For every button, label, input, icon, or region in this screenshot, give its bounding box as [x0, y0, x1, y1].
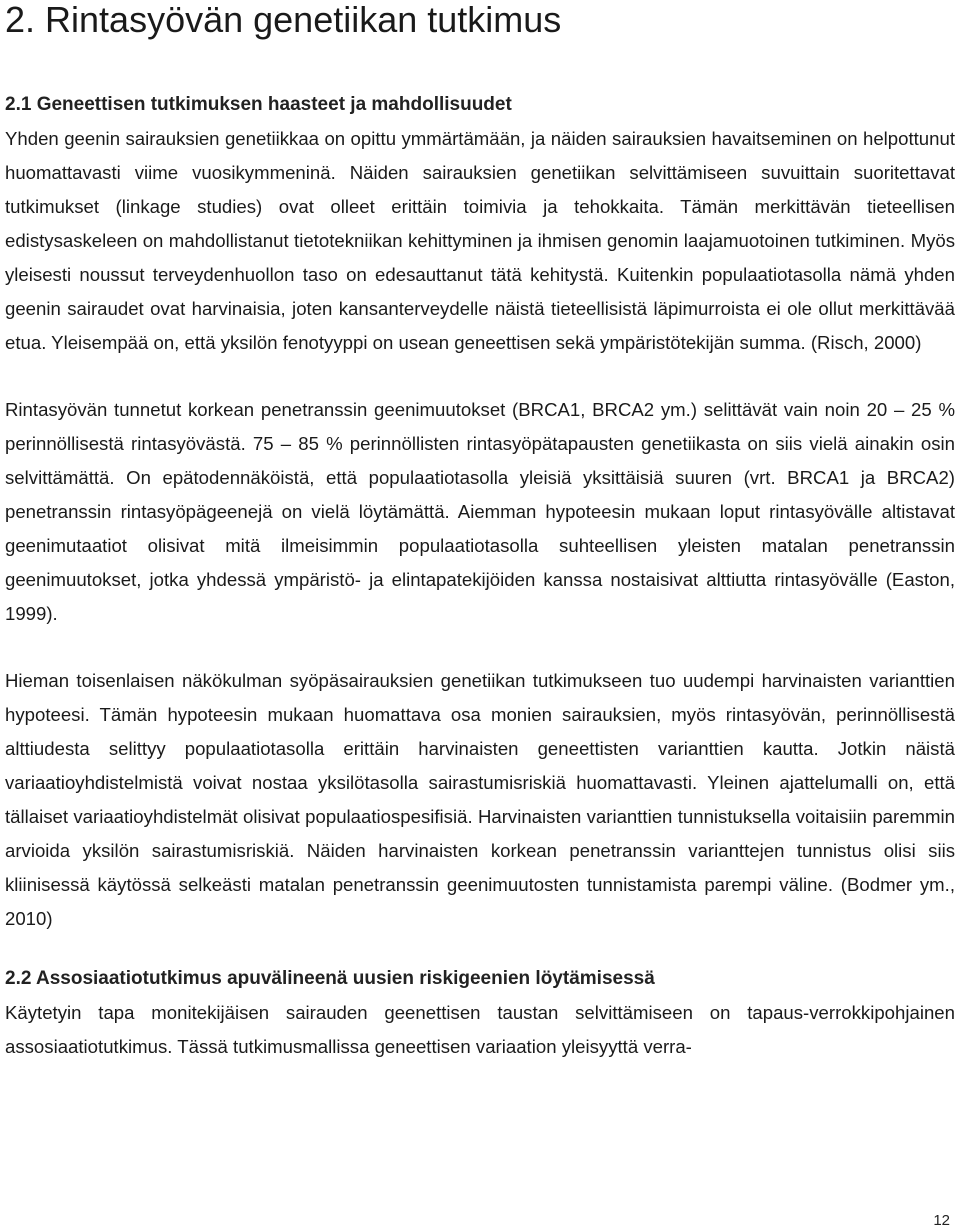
- page-number: 12: [933, 1212, 950, 1229]
- section-heading-2-2: 2.2 Assosiaatiotutkimus apuvälineenä uusien riskigeenien löytämisessä: [5, 968, 655, 989]
- paragraph-rare-variants: Hieman toisenlaisen näkökulman syöpäsairauksien genetiikan tutkimukseen tuo uudempi harvinaisten varianttien hypoteesi. Tämän hypoteesin mukaan huomattava osa monien sairauksien, myös rintasyövän, perinnöllisestä alttiudesta selittyy populaatiotasolla erittäin harvinaisten geneettisten varianttien kautta. Jotkin näistä variaatioyhdistelmistä voivat nostaa yksilötasolla sairastumisriskiä huomattavasti. Yleinen ajattelumalli on, että tällaiset variaatioyhdistelmät olisivat populaatiospesifisiä. Harvinaisten varianttien tunnistuksella voitaisiin paremmin arvioida yksilön sairastumisriskiä. Näiden harvinaisten korkean penetranssin varianttejen tunnistus olisi siis kliinisessä käytössä selkeästi matalan penetranssin geenimuutosten tunnistamista parempi väline. (Bodmer ym., 2010): [5, 670, 955, 929]
- paragraph-association-study: Käytetyin tapa monitekijäisen sairauden geenettisen taustan selvittämiseen on tapaus-verrokkipohjainen assosiaatiotutkimus. Tässä tutkimusmallissa geneettisen variaation yleisyyttä verra-: [5, 1002, 955, 1057]
- document-page: [5, 0, 955, 1064]
- section-heading-2-1: 2.1 Geneettisen tutkimuksen haasteet ja mahdollisuudet: [5, 94, 512, 115]
- chapter-title: 2. Rintasyövän genetiikan tutkimus: [5, 0, 562, 40]
- paragraph-brca-penetrance: Rintasyövän tunnetut korkean penetranssin geenimuutokset (BRCA1, BRCA2 ym.) selittävät vain noin 20 – 25 % perinnöllisestä rintasyövästä. 75 – 85 % perinnöllisten rintasyöpätapausten genetiikasta on siis vielä ainakin osin selvittämättä. On epätodennäköistä, että populaatiotasolla yleisiä yksittäisiä suuren (vrt. BRCA1 ja BRCA2) penetranssin rintasyöpägeenejä on vielä löytämättä. Aiemman hypoteesin mukaan loput rintasyövälle altistavat geenimutaatiot olisivat mitä ilmeisimmin populaatiotasolla suhteellisen yleisten matalan penetranssin geenimuutokset, jotka yhdessä ympäristö- ja elintapatekijöiden kanssa nostaisivat alttiutta rintasyövälle (Easton, 1999).: [5, 399, 955, 624]
- paragraph-single-gene-diseases: Yhden geenin sairauksien genetiikkaa on opittu ymmärtämään, ja näiden sairauksien havaitseminen on helpottunut huomattavasti viime vuosikymmeninä. Näiden sairauksien genetiikan selvittämiseen suvuittain suoritettavat tutkimukset (linkage studies) ovat olleet erittäin toimivia ja tehokkaita. Tämän merkittävän tieteellisen edistysaskeleen on mahdollistanut tietotekniikan kehittyminen ja ihmisen genomin laajamuotoinen tutkiminen. Myös yleisesti noussut terveydenhuollon taso on edesauttanut tätä kehitystä. Kuitenkin populaatiotasolla nämä yhden geenin sairaudet ovat harvinaisia, joten kansanterveydelle näistä tieteellisistä läpimurroista ei ole ollut merkittävää etua. Yleisempää on, että yksilön fenotyyppi on usean geneettisen sekä ympäristötekijän summa. (Risch, 2000): [5, 128, 955, 353]
